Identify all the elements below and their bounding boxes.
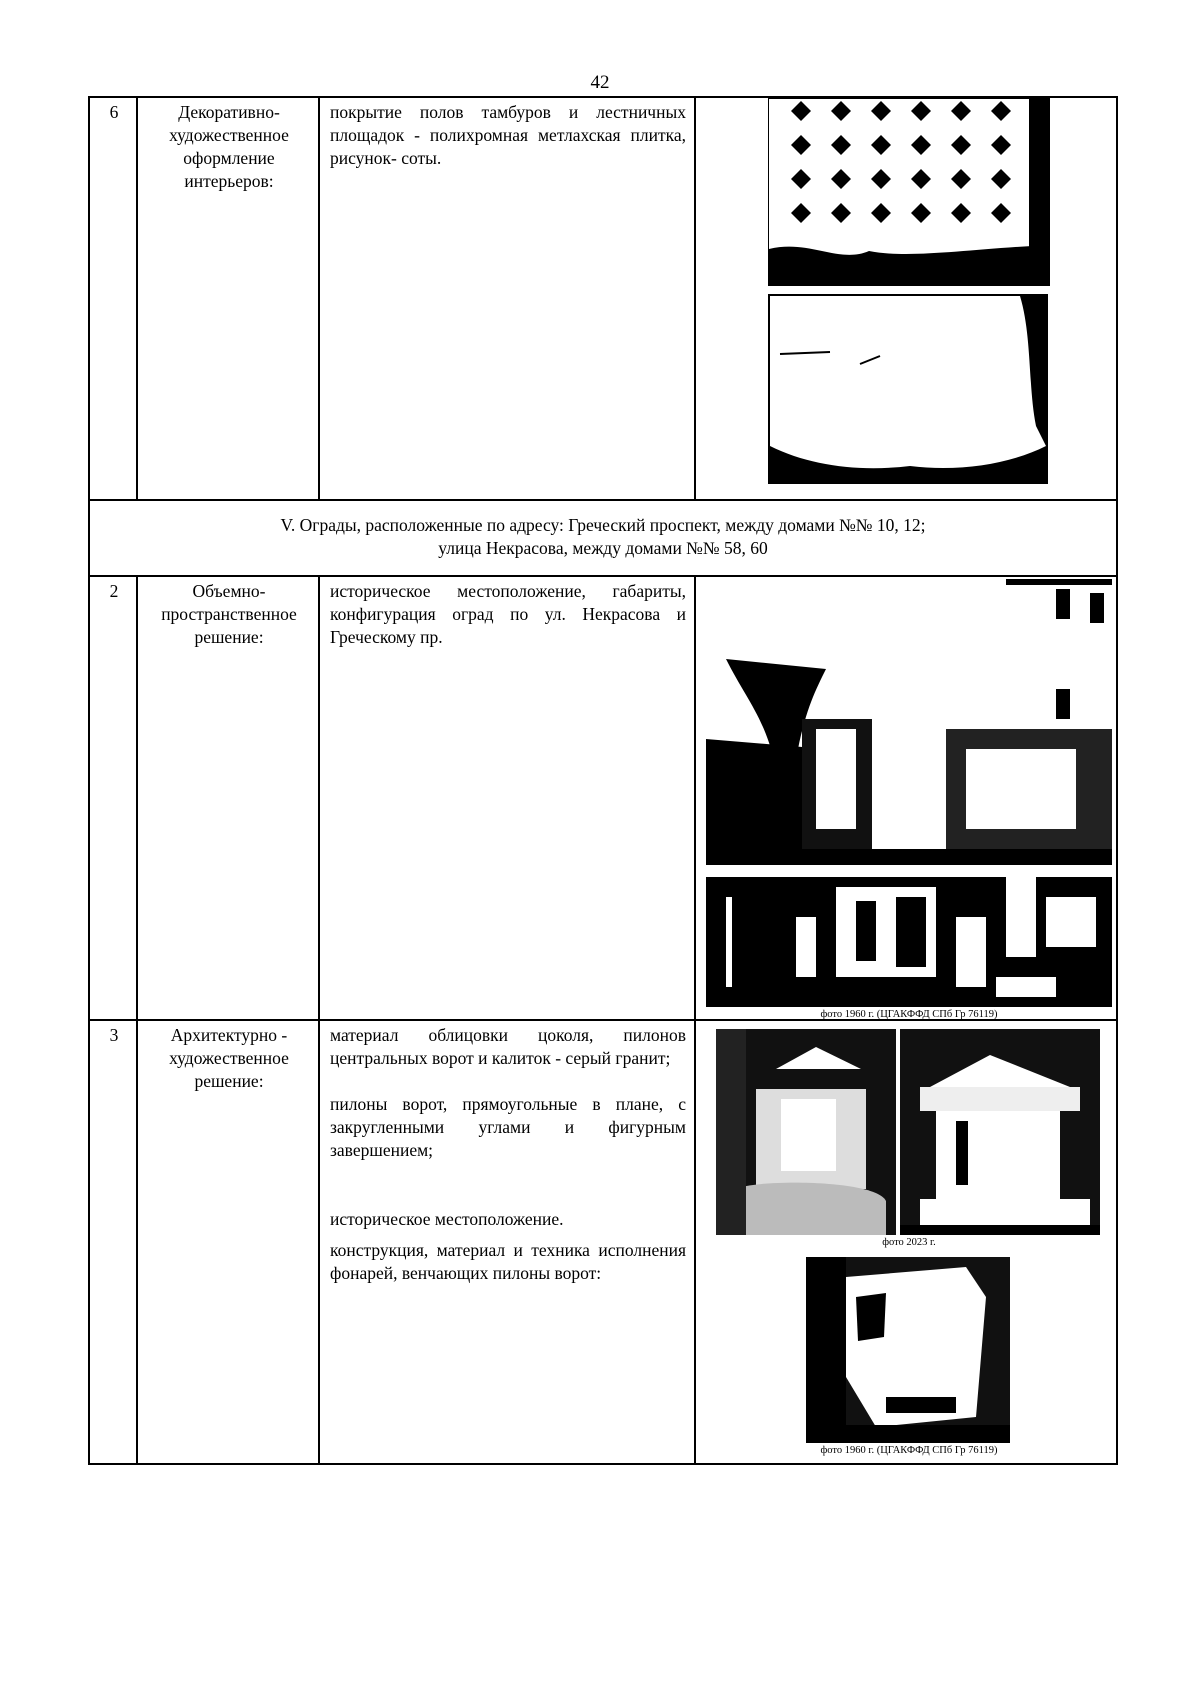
section-heading	[88, 499, 1118, 575]
tile-floor-detail-photo	[768, 294, 1048, 484]
photo-caption: фото 1960 г. (ЦГАКФФД СПб Гр 76119)	[820, 1445, 998, 1456]
section-heading-line2: улица Некрасова, между домами №№ 58, 60	[438, 538, 768, 558]
page-number: 42	[590, 72, 610, 93]
table-row-2	[88, 575, 1118, 1021]
lantern-archive-photo	[806, 1257, 1010, 1443]
fence-street-photo	[706, 579, 1112, 865]
row-description	[320, 98, 696, 170]
image-cell	[696, 1021, 1120, 1465]
description-text: конструкция, материал и техника исполнения фонарей, венчающих пилоны ворот:	[330, 1240, 686, 1283]
table-row-3	[88, 1019, 1118, 1465]
description-text: покрытие полов тамбуров и лестничных площадок - полихромная метлахская плитка, рисунок- соты.	[330, 102, 686, 168]
row-number: 2	[109, 581, 119, 601]
gate-pylon-photo-left	[716, 1029, 896, 1235]
row-number: 3	[109, 1025, 119, 1045]
description-text: историческое местоположение, габариты, конфигурация оград по ул. Некрасова и Греческому пр.	[330, 581, 686, 647]
gate-pylon-photo-right	[900, 1029, 1100, 1235]
image-cell	[696, 577, 1120, 1021]
row-label: Архитектурно - художественное решение:	[169, 1025, 289, 1091]
fence-archive-photo	[706, 877, 1112, 1007]
description-text: историческое местоположение.	[330, 1209, 564, 1229]
description-text: пилоны ворот, прямоугольные в плане, с закругленными углами и фигурным завершением;	[330, 1094, 686, 1160]
image-cell	[696, 98, 1120, 498]
row-description	[320, 577, 696, 649]
section-heading-line1: V. Ограды, расположенные по адресу: Греческий проспект, между домами №№ 10, 12;	[280, 515, 926, 535]
photo-caption: фото 1960 г. (ЦГАКФФД СПб Гр 76119)	[820, 1009, 998, 1020]
row-description	[320, 1021, 696, 1285]
row-label: Объемно-пространственное решение:	[161, 581, 297, 647]
photo-caption: фото 2023 г.	[882, 1237, 936, 1248]
tile-floor-photo	[768, 98, 1050, 286]
row-label: Декоративно-художественное оформление интерьеров:	[169, 102, 289, 191]
table-row-6	[88, 96, 1118, 501]
row-number: 6	[109, 102, 119, 122]
description-text: материал облицовки цоколя, пилонов центральных ворот и калиток - серый гранит;	[330, 1025, 686, 1068]
